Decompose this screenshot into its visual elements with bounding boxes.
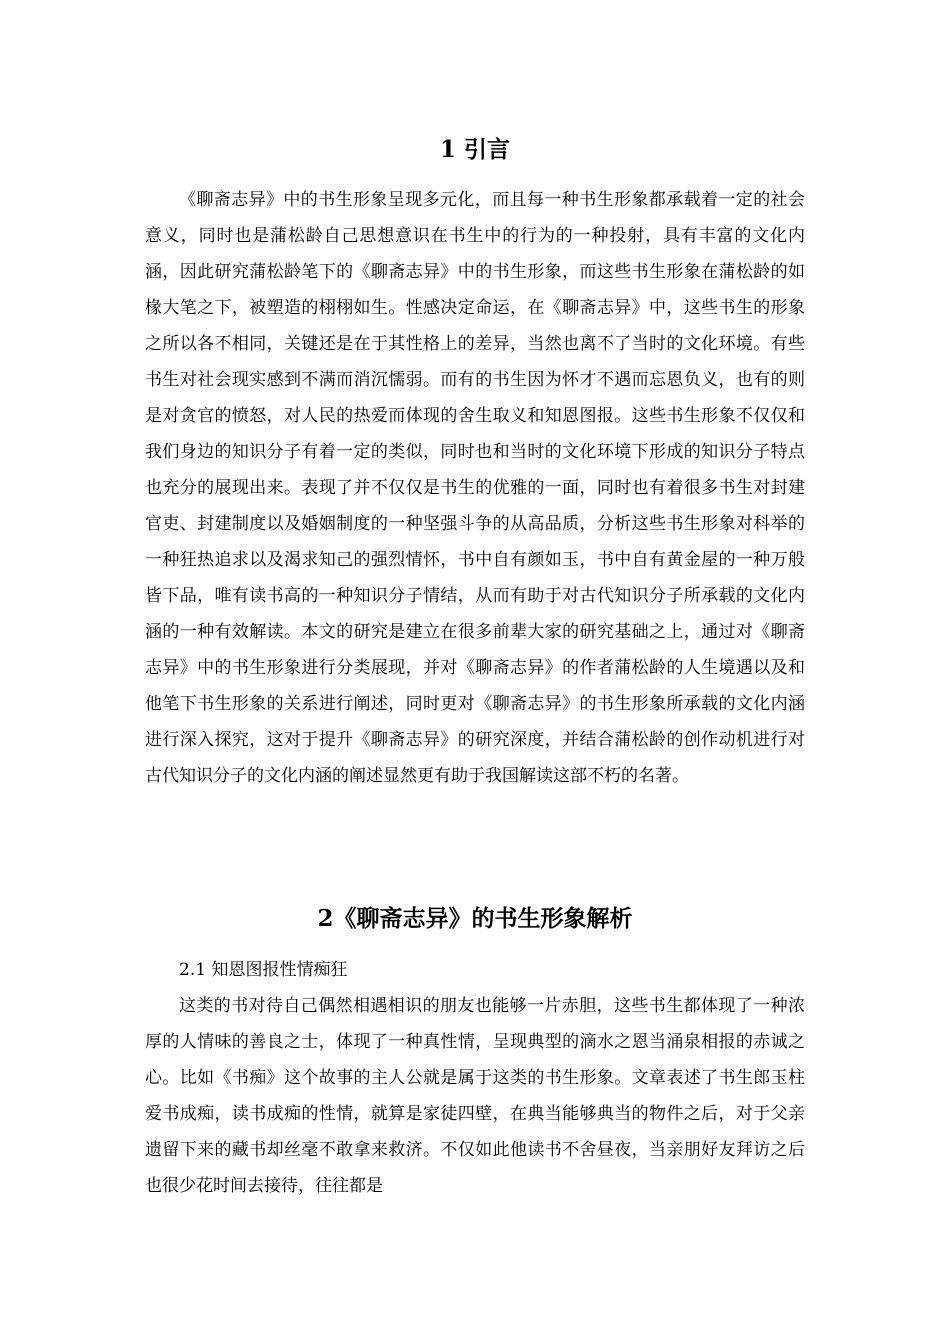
section-2-heading: 2《聊斋志异》的书生形象解析 [317,905,633,932]
section-1-heading: 1 引言 [439,136,510,163]
section-2-paragraph: 这类的书对待自己偶然相遇相识的朋友也能够一片赤胆，这些书生都体现了一种浓厚的人情味的善良之士，体现了一种真性情，呈现典型的滴水之恩当涌泉相报的赤诚之心。比如《书痴》这个故事的主人公就是属于这类的书生形象。文章表述了书生郎玉柱爱书成痴，读书成痴的性情，就算是家徒四壁，在典当能够典当的物件之后，对于父亲遗留下来的藏书却丝毫不敢拿来救济。不仅如此他读书不舍昼夜，当亲朋好友拜访之后也很少花时间去接待，往往都是 [145,996,805,1196]
section-1-paragraph: 《聊斋志异》中的书生形象呈现多元化，而且每一种书生形象都承载着一定的社会意义，同时也是蒲松龄自己思想意识在书生中的行为的一种投射，具有丰富的文化内涵，因此研究蒲松龄笔下的《聊斋志异》中的书生形象，而这些书生形象在蒲松龄的如椽大笔之下，被塑造的栩栩如生。性感决定命运，在《聊斋志异》中，这些书生的形象之所以各不相同，关键还是在于其性格上的差异，当然也离不了当时的文化环境。有些书生对社会现实感到不满而消沉懦弱。而有的书生因为怀才不遇而忘恩负义，也有的则是对贪官的愤怒，对人民的热爱而体现的舍生取义和知恩图报。这些书生形象不仅仅和我们身边的知识分子有着一定的类似，同时也和当时的文化环境下形成的知识分子特点也充分的展现出来。表现了并不仅仅是书生的优雅的一面，同时也有着很多书生对封建官吏、封建制度以及婚姻制度的一种坚强斗争的从高品质，分析这些书生形象对科举的一种狂热追求以及渴求知己的强烈情怀，书中自有颜如玉，书中自有黄金屋的一种万般皆下品，唯有读书高的一种知识分子情结，从而有助于对古代知识分子所承载的文化内涵的一种有效解读。本文的研究是建立在很多前辈大家的研究基础之上，通过对《聊斋志异》中的书生形象进行分类展现，并对《聊斋志异》的作者蒲松龄的人生境遇以及和他笔下书生形象的关系进行阐述，同时更对《聊斋志异》的书生形象所承载的文化内涵进行深入探究，这对于提升《聊斋志异》的研究深度，并结合蒲松龄的创作动机进行对古代知识分子的文化内涵的阐述显然更有助于我国解读这部不朽的名著。 [145,190,805,786]
section-2-1-subheading: 2.1 知恩图报性情痴狂 [179,960,348,980]
